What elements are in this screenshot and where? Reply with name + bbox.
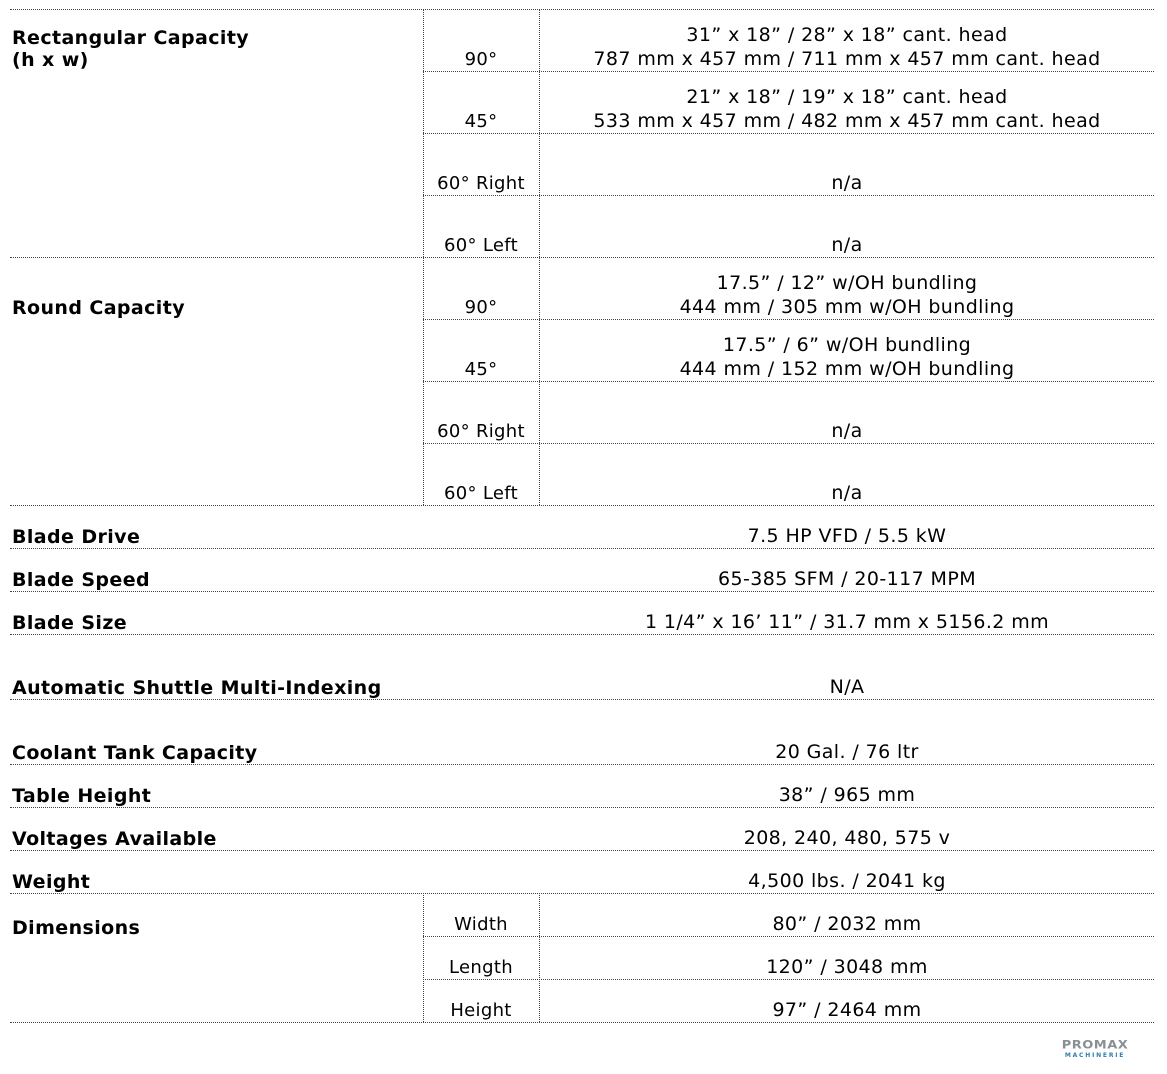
rect-angle-60-left: 60° Left (444, 235, 518, 256)
weight-label: Weight (12, 871, 91, 893)
section-rule (10, 807, 1154, 808)
round-angle-60-right: 60° Right (437, 421, 525, 442)
blade-size-value: 1 1/4” x 16’ 11” / 31.7 mm x 5156.2 mm (644, 611, 1050, 633)
section-rule (10, 1022, 1154, 1023)
shuttle-value: N/A (829, 676, 865, 698)
round-angle-60-left: 60° Left (444, 483, 518, 504)
round-value-90: 17.5” / 12” w/OH bundling 444 mm / 305 mm w/OH bundling (679, 272, 1015, 318)
rect-angle-90: 90° (464, 49, 498, 70)
round-capacity-label: Round Capacity (12, 297, 185, 319)
section-rule (10, 505, 1154, 506)
blade-speed-value: 65-385 SFM / 20-117 MPM (718, 568, 976, 590)
section-rule (10, 850, 1154, 851)
dimension-length-value: 120” / 3048 mm (766, 956, 928, 978)
logo-subtitle: MACHINERIE (1064, 1052, 1126, 1059)
logo-wordmark: PROMAX (1061, 1038, 1129, 1053)
voltages-label: Voltages Available (12, 828, 217, 850)
dimension-width-value: 80” / 2032 mm (772, 913, 922, 935)
dimension-length-label: Length (449, 957, 513, 978)
rect-angle-60-right: 60° Right (437, 173, 525, 194)
table-height-value: 38” / 965 mm (778, 784, 916, 806)
dimension-height-label: Height (450, 1000, 512, 1021)
weight-value: 4,500 lbs. / 2041 kg (748, 870, 946, 892)
rect-value-60-right: n/a (831, 172, 863, 194)
rect-angle-45: 45° (464, 111, 498, 132)
table-rule (10, 9, 1154, 10)
blade-size-label: Blade Size (12, 612, 128, 634)
round-angle-90: 90° (464, 297, 498, 318)
row-rule (423, 936, 1154, 937)
promax-logo (1053, 1039, 1137, 1059)
row-rule (423, 195, 1154, 196)
voltages-value: 208, 240, 480, 575 v (743, 827, 951, 849)
rect-value-45: 21” x 18” / 19” x 18” cant. head 533 mm x 457 mm / 482 mm x 457 mm cant. head (593, 86, 1101, 132)
round-angle-45: 45° (464, 359, 498, 380)
section-rule (10, 548, 1154, 549)
section-rule (10, 634, 1154, 635)
shuttle-label: Automatic Shuttle Multi-Indexing (12, 677, 382, 699)
rect-value-90: 31” x 18” / 28” x 18” cant. head 787 mm x 457 mm / 711 mm x 457 mm cant. head (593, 24, 1101, 70)
round-value-45: 17.5” / 6” w/OH bundling 444 mm / 152 mm w/OH bundling (679, 334, 1015, 380)
blade-speed-label: Blade Speed (12, 569, 150, 591)
round-value-60-right: n/a (831, 420, 863, 442)
section-rule (10, 764, 1154, 765)
blade-drive-label: Blade Drive (12, 526, 141, 548)
blade-drive-value: 7.5 HP VFD / 5.5 kW (747, 525, 947, 547)
rect-value-60-left: n/a (831, 234, 863, 256)
section-rule (10, 893, 1154, 894)
section-rule (10, 699, 1154, 700)
section-rule (10, 257, 1154, 258)
section-rule (10, 591, 1154, 592)
row-rule (423, 319, 1154, 320)
coolant-value: 20 Gal. / 76 ltr (775, 741, 919, 763)
table-height-label: Table Height (12, 785, 152, 807)
dimensions-label: Dimensions (12, 917, 141, 939)
row-rule (423, 979, 1154, 980)
row-rule (423, 71, 1154, 72)
row-rule (423, 133, 1154, 134)
row-rule (423, 381, 1154, 382)
dimension-height-value: 97” / 2464 mm (772, 999, 922, 1021)
rectangular-capacity-label: Rectangular Capacity (h x w) (12, 27, 250, 71)
dimension-width-label: Width (454, 914, 508, 935)
coolant-label: Coolant Tank Capacity (12, 742, 258, 764)
row-rule (423, 443, 1154, 444)
round-value-60-left: n/a (831, 482, 863, 504)
